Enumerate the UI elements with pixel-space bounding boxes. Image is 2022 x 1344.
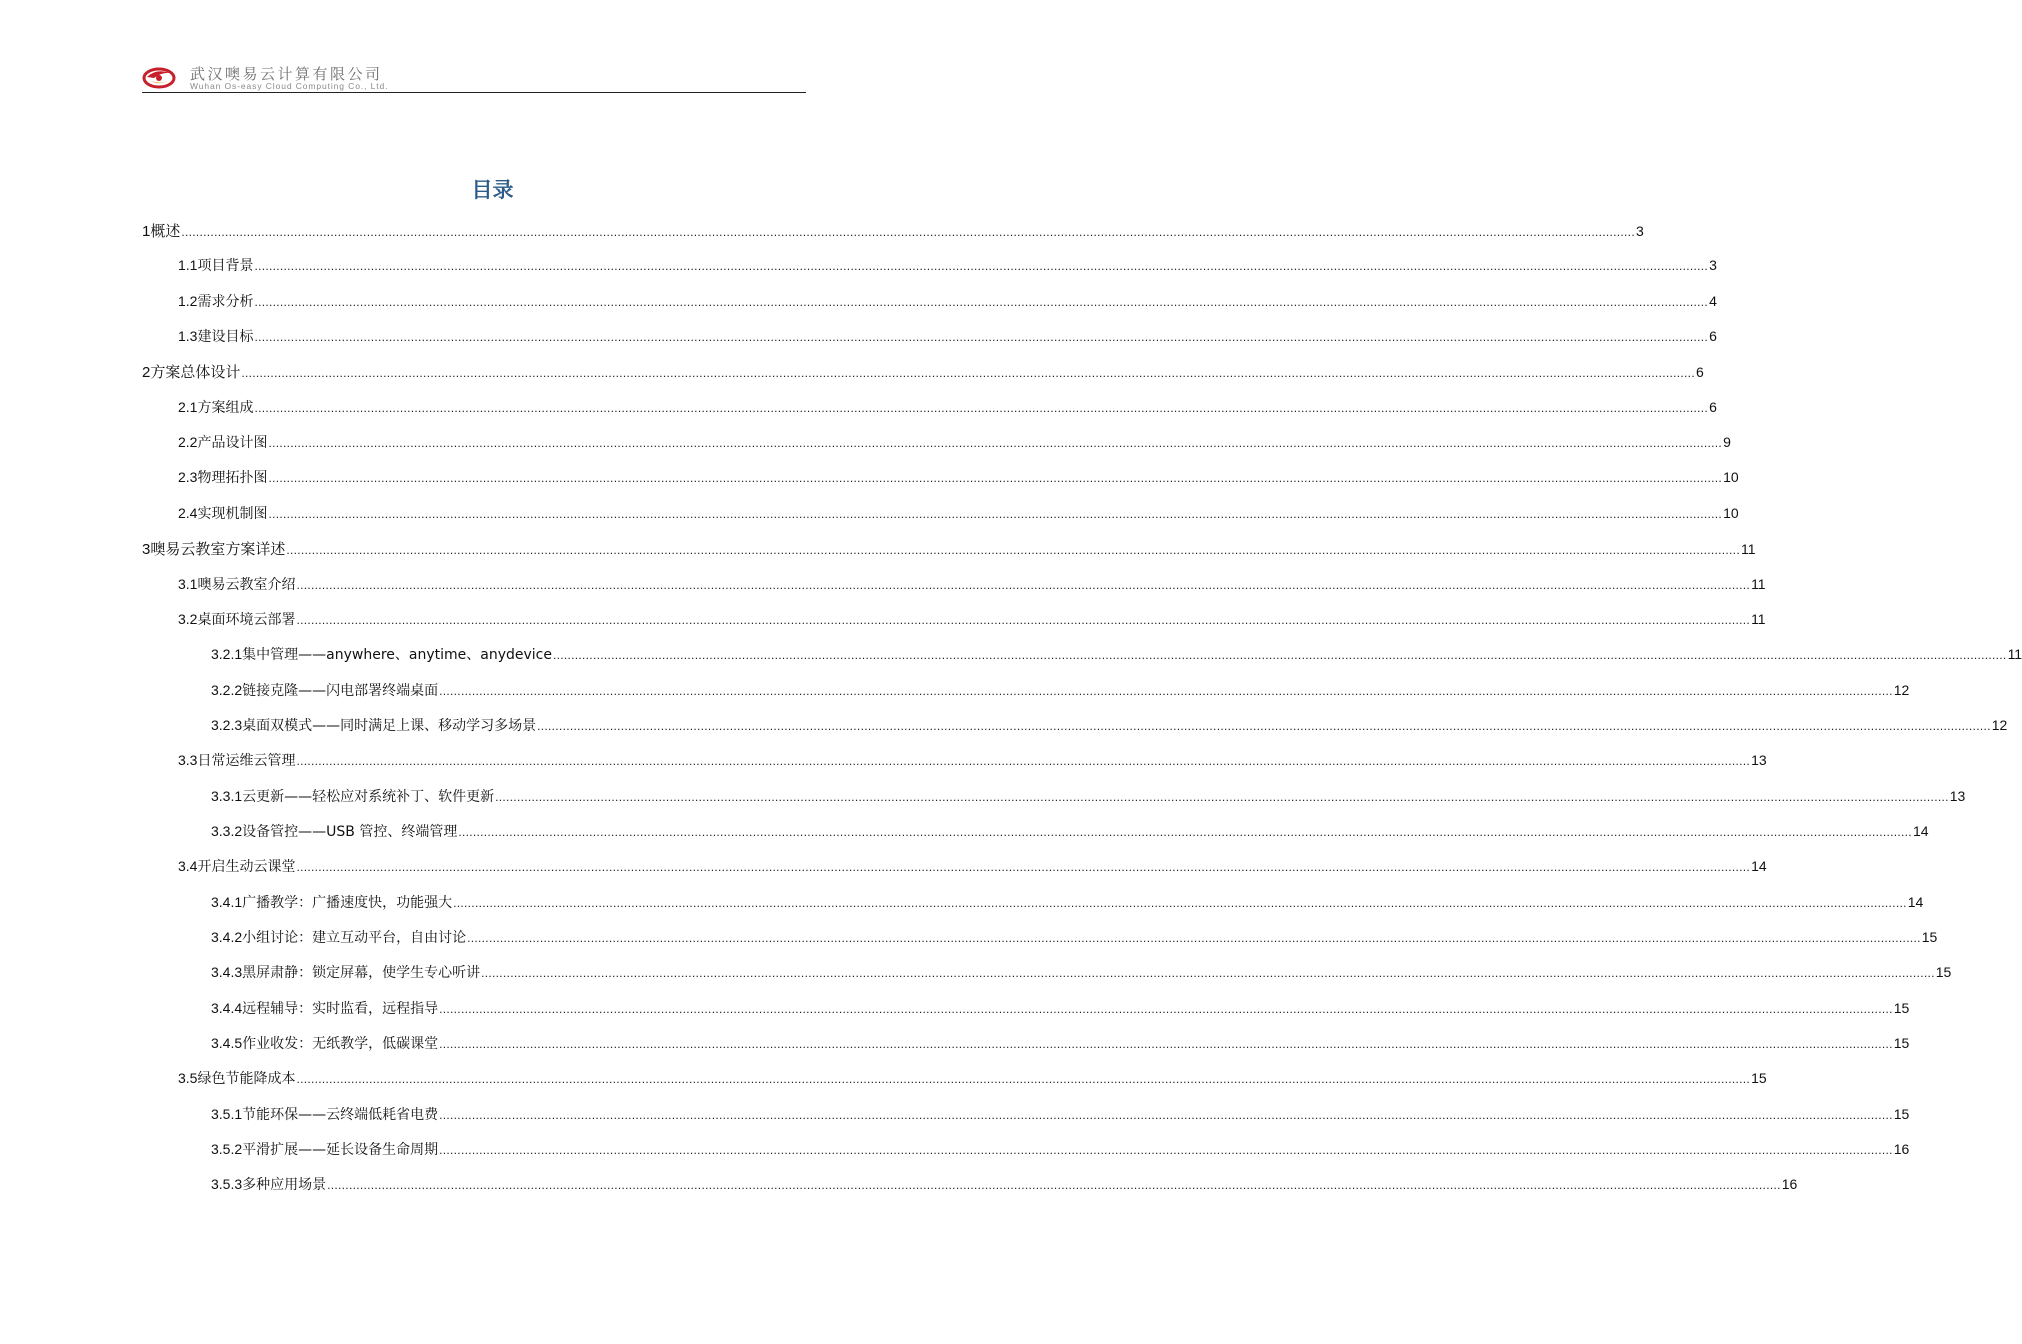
toc-entry-number: 3.5.2 <box>211 1141 243 1158</box>
toc-entry-number: 1.3 <box>178 328 198 345</box>
toc-entry-label: 广播教学：广播速度快，功能强大 <box>242 894 453 911</box>
toc-entry-label: 集中管理——anywhere、anytime、anydevice <box>242 647 552 664</box>
toc-entry-number: 2 <box>142 364 151 382</box>
toc-dot-leader: ................................................................................................................................................................................................................................................................................................................................................................................................................ <box>439 1037 1893 1052</box>
toc-entry-page: 12 <box>1991 716 2008 733</box>
toc-entry-label: 绿色节能降成本 <box>197 1071 296 1088</box>
toc-entry-label: 建设目标 <box>197 329 254 346</box>
toc-dot-leader: ................................................................................................................................................................................................................................................................................................................................................................................................................ <box>254 259 1709 274</box>
toc-entry-label: 开启生动云课堂 <box>197 859 296 876</box>
toc-entry[interactable] <box>211 715 2008 735</box>
toc-dot-leader: ................................................................................................................................................................................................................................................................................................................................................................................................................ <box>481 966 1935 981</box>
toc-entry-number: 3.5.3 <box>211 1176 243 1193</box>
toc-entry-label: 项目背景 <box>197 258 254 275</box>
toc-entry-label: 链接克隆——闪电部署终端桌面 <box>242 682 439 699</box>
company-name-en: Wuhan Os-easy Cloud Computing Co., Ltd. <box>190 81 389 91</box>
toc-entry-number: 3.3 <box>178 752 198 769</box>
toc-entry[interactable] <box>211 927 1938 947</box>
toc-entry-page: 15 <box>1893 1105 1910 1122</box>
toc-dot-leader: ................................................................................................................................................................................................................................................................................................................................................................................................................ <box>254 294 1709 309</box>
toc-entry-label: 平滑扩展——延长设备生命周期 <box>242 1142 439 1159</box>
toc-dot-leader: ................................................................................................................................................................................................................................................................................................................................................................................................................ <box>458 824 1912 839</box>
toc-dot-leader: ................................................................................................................................................................................................................................................................................................................................................................................................................ <box>453 895 1907 910</box>
toc-entry-label: 物理拓扑图 <box>197 470 268 487</box>
toc-dot-leader: ................................................................................................................................................................................................................................................................................................................................................................................................................ <box>439 1107 1893 1122</box>
toc-entry[interactable] <box>178 432 1731 452</box>
toc-dot-leader: ................................................................................................................................................................................................................................................................................................................................................................................................................ <box>254 400 1709 415</box>
toc-entry-number: 3.4 <box>178 858 198 875</box>
toc-entry-number: 1.1 <box>178 257 198 274</box>
toc-entry-page: 12 <box>1893 681 1910 698</box>
toc-entry-label: 实现机制图 <box>197 505 268 522</box>
toc-entry-label: 方案组成 <box>197 399 254 416</box>
toc-dot-leader: ................................................................................................................................................................................................................................................................................................................................................................................................................ <box>268 471 1723 486</box>
toc-entry-number: 3.1 <box>178 575 198 592</box>
toc-entry-label: 节能环保——云终端低耗省电费 <box>242 1106 439 1123</box>
toc-entry[interactable] <box>211 644 2022 664</box>
toc-dot-leader: ................................................................................................................................................................................................................................................................................................................................................................................................................ <box>296 1072 1751 1087</box>
toc-entry[interactable] <box>178 503 1739 523</box>
toc-entry[interactable] <box>211 1104 1910 1124</box>
toc-dot-leader: ................................................................................................................................................................................................................................................................................................................................................................................................................ <box>439 683 1893 698</box>
toc-entry[interactable] <box>211 680 1910 700</box>
toc-entry-page: 16 <box>1781 1176 1798 1193</box>
toc-entry-page: 13 <box>1751 752 1767 769</box>
page-header <box>142 62 806 93</box>
toc-entry-page: 11 <box>2007 646 2022 663</box>
company-name-cn: 武汉噢易云计算有限公司 <box>190 65 383 83</box>
toc-entry-page: 15 <box>1893 1035 1910 1052</box>
toc-dot-leader: ................................................................................................................................................................................................................................................................................................................................................................................................................ <box>254 330 1709 345</box>
toc-entry-page: 3 <box>1709 257 1717 274</box>
toc-entry[interactable] <box>142 538 1756 559</box>
toc-entry-page: 6 <box>1709 328 1717 345</box>
toc-entry-page: 16 <box>1893 1141 1910 1158</box>
toc-dot-leader: ................................................................................................................................................................................................................................................................................................................................................................................................................ <box>467 931 1921 945</box>
toc-entry-page: 4 <box>1709 292 1717 309</box>
toc-entry-number: 3.4.4 <box>211 999 243 1016</box>
toc-entry-number: 3.5 <box>178 1070 198 1087</box>
toc-entry-page: 6 <box>1709 398 1717 415</box>
toc-entry-number: 3.2 <box>178 610 198 627</box>
toc-entry-label: 方案总体设计 <box>150 363 241 382</box>
toc-entry[interactable] <box>178 856 1767 876</box>
toc-entry-page: 9 <box>1723 434 1731 451</box>
toc-entry-label: 概述 <box>150 222 181 240</box>
toc-entry-page: 6 <box>1695 364 1704 381</box>
toc-entry-label: 需求分析 <box>197 293 254 310</box>
toc-entry-label: 日常运维云管理 <box>197 753 296 770</box>
toc-entry[interactable] <box>178 750 1767 770</box>
toc-dot-leader: ................................................................................................................................................................................................................................................................................................................................................................................................................ <box>327 1178 1781 1193</box>
toc-entry-number: 3.5.1 <box>211 1105 243 1122</box>
toc-dot-leader: ................................................................................................................................................................................................................................................................................................................................................................................................................ <box>495 789 1949 804</box>
toc-entry-number: 3.2.2 <box>211 681 243 698</box>
toc-entry-page: 14 <box>1751 858 1767 875</box>
toc-entry-page: 13 <box>1949 787 1966 804</box>
toc-entry[interactable] <box>211 786 1966 806</box>
toc-entry-number: 3.3.2 <box>211 822 243 839</box>
toc-entry-page: 3 <box>1635 223 1644 239</box>
toc-entry-label: 多种应用场景 <box>242 1177 327 1194</box>
toc-dot-leader: ................................................................................................................................................................................................................................................................................................................................................................................................................ <box>552 648 2007 663</box>
toc-entry-label: 产品设计图 <box>197 435 268 452</box>
toc-dot-leader: ................................................................................................................................................................................................................................................................................................................................................................................................................ <box>286 543 1740 558</box>
toc-entry-number: 3.4.2 <box>211 929 243 945</box>
company-logo-icon <box>142 64 180 90</box>
toc-entry[interactable] <box>211 1033 1910 1053</box>
toc-entry-number: 3.2.3 <box>211 716 243 733</box>
toc-entry[interactable] <box>211 1139 1910 1159</box>
toc-entry-page: 15 <box>1893 999 1910 1016</box>
toc-entry[interactable] <box>178 574 1766 594</box>
toc-entry[interactable] <box>211 998 1910 1018</box>
toc-entry-page: 15 <box>1935 964 1952 981</box>
toc-title: 目录 <box>471 178 514 202</box>
toc-entry-page: 10 <box>1723 469 1739 486</box>
toc-entry-label: 作业收发：无纸教学，低碳课堂 <box>242 1036 439 1053</box>
toc-dot-leader: ................................................................................................................................................................................................................................................................................................................................................................................................................ <box>296 860 1751 875</box>
toc-entry-number: 3 <box>142 541 151 559</box>
toc-entry[interactable] <box>211 962 1952 982</box>
toc-entry[interactable] <box>211 1174 1798 1194</box>
toc-entry-label: 黑屏肃静：锁定屏幕，使学生专心听讲 <box>242 965 481 982</box>
toc-entry-page: 14 <box>1912 822 1929 839</box>
toc-entry-number: 2.4 <box>178 504 198 521</box>
toc-entry[interactable] <box>142 220 1644 240</box>
toc-entry-page: 14 <box>1907 893 1924 910</box>
toc-dot-leader: ................................................................................................................................................................................................................................................................................................................................................................................................................ <box>439 1143 1893 1158</box>
toc-dot-leader: ................................................................................................................................................................................................................................................................................................................................................................................................................ <box>181 225 1635 239</box>
toc-dot-leader: ................................................................................................................................................................................................................................................................................................................................................................................................................ <box>296 612 1751 627</box>
toc-dot-leader: ................................................................................................................................................................................................................................................................................................................................................................................................................ <box>241 366 1695 381</box>
toc-entry[interactable] <box>211 821 1929 841</box>
toc-entry-number: 2.1 <box>178 398 198 415</box>
toc-entry-label: 桌面双模式——同时满足上课、移动学习多场景 <box>242 717 537 734</box>
toc-entry-number: 1.2 <box>178 292 198 309</box>
toc-entry-label: 云更新——轻松应对系统补丁、软件更新 <box>242 788 495 805</box>
toc-entry[interactable] <box>178 291 1717 311</box>
toc-entry-page: 11 <box>1740 541 1756 558</box>
toc-dot-leader: ................................................................................................................................................................................................................................................................................................................................................................................................................ <box>537 718 1991 733</box>
toc-entry-label: 小组讨论：建立互动平台，自由讨论 <box>242 930 467 946</box>
toc-dot-leader: ................................................................................................................................................................................................................................................................................................................................................................................................................ <box>268 506 1723 521</box>
toc-entry[interactable] <box>178 467 1739 487</box>
toc-entry-page: 15 <box>1751 1070 1767 1087</box>
toc-entry[interactable] <box>178 609 1766 629</box>
toc-entry[interactable] <box>178 255 1717 275</box>
toc-entry[interactable] <box>211 892 1924 912</box>
toc-entry-number: 3.4.3 <box>211 964 243 981</box>
toc-entry[interactable] <box>178 326 1717 346</box>
toc-entry-label: 设备管控——USB 管控、终端管理 <box>242 823 458 840</box>
toc-entry-page: 11 <box>1751 575 1766 592</box>
toc-dot-leader: ................................................................................................................................................................................................................................................................................................................................................................................................................ <box>268 436 1723 451</box>
toc-entry-number: 3.3.1 <box>211 787 243 804</box>
toc-entry-page: 10 <box>1723 504 1739 521</box>
toc-entry-number: 3.2.1 <box>211 646 243 663</box>
toc-dot-leader: ................................................................................................................................................................................................................................................................................................................................................................................................................ <box>296 754 1751 769</box>
toc-entry-label: 噢易云教室介绍 <box>197 576 296 593</box>
toc-entry[interactable] <box>178 1068 1767 1088</box>
toc-entry-page: 15 <box>1921 929 1938 945</box>
toc-entry-number: 1 <box>142 223 151 240</box>
toc-entry-number: 2.3 <box>178 469 198 486</box>
toc-entry-label: 噢易云教室方案详述 <box>150 540 286 559</box>
toc-entry-number: 3.4.5 <box>211 1035 243 1052</box>
toc-entry-page: 11 <box>1751 610 1766 627</box>
toc-entry[interactable] <box>178 397 1717 417</box>
toc-entry-label: 远程辅导：实时监看，远程指导 <box>242 1000 439 1017</box>
toc-entry-label: 桌面环境云部署 <box>197 611 296 628</box>
toc-dot-leader: ................................................................................................................................................................................................................................................................................................................................................................................................................ <box>439 1001 1893 1016</box>
toc-entry-number: 3.4.1 <box>211 893 243 910</box>
toc-dot-leader: ................................................................................................................................................................................................................................................................................................................................................................................................................ <box>296 577 1751 592</box>
toc-entry-number: 2.2 <box>178 434 198 451</box>
toc-entry[interactable] <box>142 361 1704 382</box>
